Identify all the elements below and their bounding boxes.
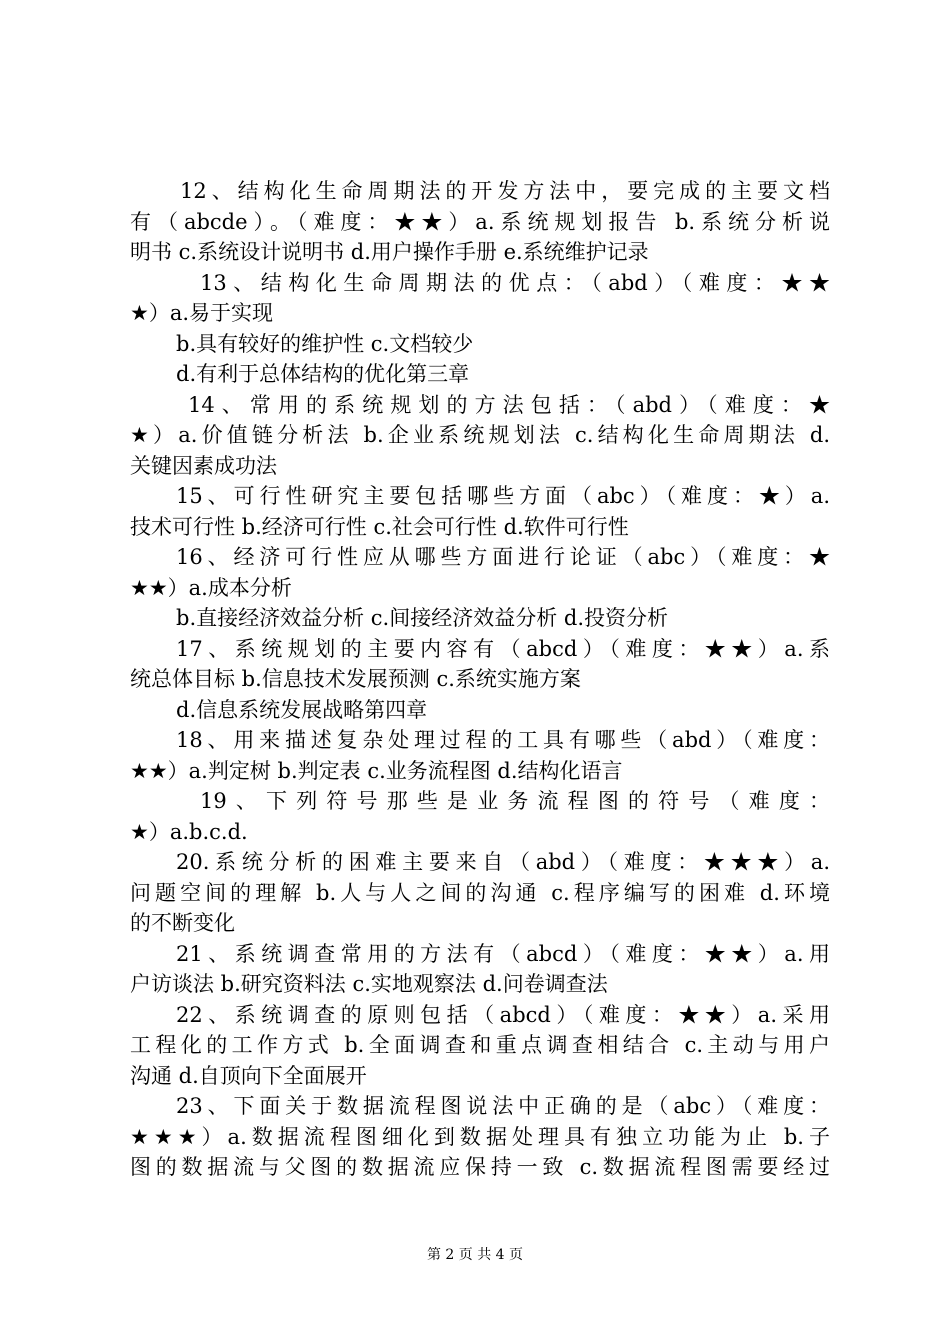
text-line: ★）a.b.c.d.: [130, 819, 248, 844]
text-line: d.信息系统发展战略第四章: [176, 697, 428, 722]
text-line: 13、结构化生命周期法的优点：（abd）（难度：★★: [200, 270, 830, 295]
text-line: ★★）a.成本分析: [130, 575, 292, 600]
text-line: 20.系统分析的困难主要来自（abd）（难度：★★★）a.: [176, 850, 830, 874]
text-line: 明书 c.系统设计说明书 d.用户操作手册 e.系统维护记录: [130, 240, 649, 264]
text-line: d.有利于总体结构的优化第三章: [176, 362, 470, 386]
text-line: 16、经济可行性应从哪些方面进行论证（abc）（难度：★: [176, 545, 830, 569]
text-line: 的不断变化: [130, 911, 235, 935]
text-line: 有（abcde）。（难度：★★）a.系统规划报告 b.系统分析说: [130, 209, 830, 234]
text-line: 12、结构化生命周期法的开发方法中，要完成的主要文档: [180, 179, 830, 203]
text-line: 技术可行性 b.经济可行性 c.社会可行性 d.软件可行性: [130, 514, 629, 539]
text-line: 17、系统规划的主要内容有（abcd）（难度：★★）a.系: [176, 636, 830, 661]
text-line: ★）a.易于实现: [130, 301, 274, 325]
text-line: 沟通 d.自顶向下全面展开: [130, 1063, 367, 1088]
text-line: 统总体目标 b.信息技术发展预测 c.系统实施方案: [130, 667, 581, 691]
text-line: 关键因素成功法: [130, 453, 277, 478]
text-line: ★★）a.判定树 b.判定表 c.业务流程图 d.结构化语言: [130, 758, 623, 783]
text-line: 14、常用的系统规划的方法包括：（abd）（难度：★: [188, 392, 830, 417]
text-line: b.直接经济效益分析 c.间接经济效益分析 d.投资分析: [176, 606, 669, 630]
text-line: 22、系统调查的原则包括（abcd）（难度：★★）a.采用: [176, 1002, 830, 1027]
text-line: 15、可行性研究主要包括哪些方面（abc）（难度：★）a.: [176, 484, 830, 508]
text-line: 19、下列符号那些是业务流程图的符号（难度：: [200, 789, 830, 813]
text-line: 21、系统调查常用的方法有（abcd）（难度：★★）a.用: [176, 941, 830, 966]
text-line: ★）a.价值链分析法 b.企业系统规划法 c.结构化生命周期法 d.: [130, 423, 830, 447]
text-line: 图的数据流与父图的数据流应保持一致 c.数据流程图需要经过: [130, 1155, 830, 1179]
text-line: b.具有较好的维护性 c.文档较少: [176, 331, 474, 356]
text-line: 户访谈法 b.研究资料法 c.实地观察法 d.问卷调查法: [130, 972, 608, 996]
text-line: 23、下面关于数据流程图说法中正确的是（abc）（难度：: [176, 1094, 830, 1118]
text-line: 18、用来描述复杂处理过程的工具有哪些（abd）（难度：: [176, 728, 830, 752]
body-text: [130, 176, 830, 1183]
page-footer: 第 2 页 共 4 页: [426, 1247, 524, 1263]
text-line: 问题空间的理解 b.人与人之间的沟通 c.程序编写的困难 d.环境: [130, 880, 830, 905]
text-line: ★★★）a.数据流程图细化到数据处理具有独立功能为止 b.子: [130, 1124, 830, 1149]
text-line: 工程化的工作方式 b.全面调查和重点调查相结合 c.主动与用户: [130, 1033, 830, 1057]
